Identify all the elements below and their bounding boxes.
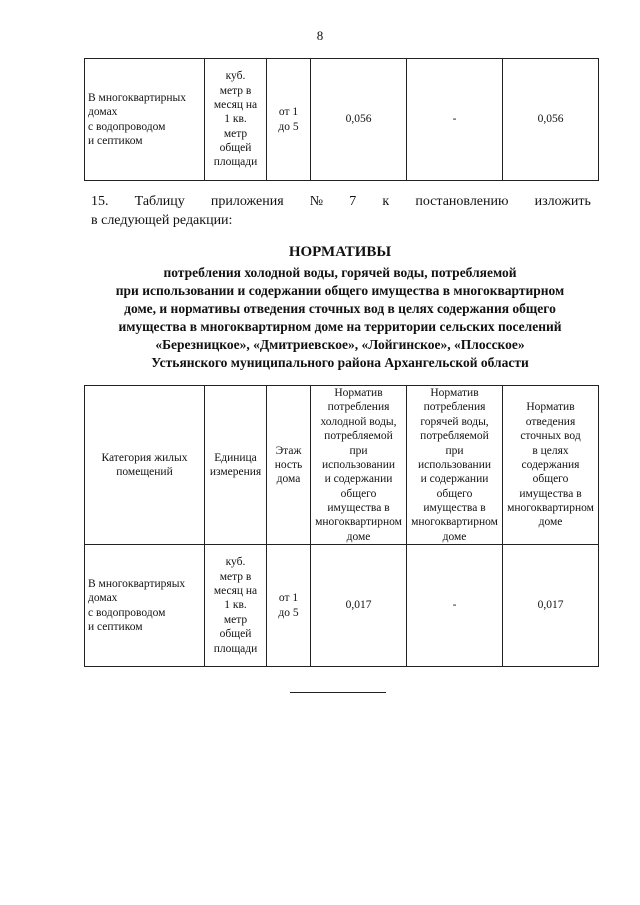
cell-line: потребления xyxy=(423,401,486,414)
cell-line: В многоквартирных xyxy=(88,91,187,104)
cell-line: потребления xyxy=(327,401,390,414)
cell-line: имущества в xyxy=(519,487,582,500)
cell-line: ность xyxy=(274,458,303,471)
floors-cell xyxy=(267,59,311,181)
cell-line: использовании xyxy=(321,458,396,471)
page-number: 8 xyxy=(316,28,324,43)
header-category xyxy=(85,386,205,545)
cell-line: дома xyxy=(276,473,301,486)
heading-line: Устьянского муниципального района Архангельской области xyxy=(151,354,529,370)
cell-line: общей xyxy=(219,628,252,641)
table-row xyxy=(85,545,599,667)
cell-line: доме xyxy=(538,516,563,529)
cell-line: 1 кв. xyxy=(224,113,247,126)
table-row xyxy=(85,59,599,181)
cell-line: куб. xyxy=(225,556,246,569)
norms-table xyxy=(84,385,599,667)
cold-water-value: 0,056 xyxy=(311,59,407,181)
cell-line: месяц на xyxy=(213,585,258,598)
paragraph-line-2: в следующей редакции: xyxy=(91,213,233,228)
cell-line: до 5 xyxy=(278,606,299,619)
cold-water-value: 0,017 xyxy=(311,545,407,667)
word: 15. xyxy=(91,194,109,209)
cell-line: и содержании xyxy=(324,473,393,486)
header-hot-water xyxy=(407,386,503,545)
wastewater-value: 0,017 xyxy=(503,545,599,667)
cell-line: метр xyxy=(223,613,248,626)
cell-line: доме xyxy=(346,530,371,543)
cell-line: помещений xyxy=(116,466,173,479)
cell-line: 1 кв. xyxy=(224,599,247,612)
heading-line: доме, и нормативы отведения сточных вод в целях содержания общего xyxy=(124,300,556,316)
cell-line: имущества в xyxy=(327,502,390,514)
cell-line: общего xyxy=(340,487,377,500)
cell-line: с водопроводом xyxy=(88,606,166,619)
cell-line: с водопроводом xyxy=(88,120,166,133)
paragraph-line-1 xyxy=(91,193,591,211)
heading-line: имущества в многоквартирном доме на территории сельских поселений xyxy=(118,318,562,334)
norms-table-previous xyxy=(84,58,599,181)
word: постановлению xyxy=(415,194,509,209)
word: приложения xyxy=(210,194,284,209)
cell-line: многоквартирном xyxy=(411,516,498,529)
cell-line: Единица xyxy=(214,451,257,464)
cell-line: измерения xyxy=(209,466,262,479)
wastewater-value: 0,056 xyxy=(503,59,599,181)
cell-line: площади xyxy=(213,156,258,169)
cell-line: Норматив xyxy=(334,387,383,399)
cell-line: холодной воды, xyxy=(320,415,397,428)
cell-line: домах xyxy=(88,106,118,119)
cell-line: отведения xyxy=(525,415,576,428)
cell-line: домах xyxy=(88,592,118,605)
cell-line: горячей воды, xyxy=(420,415,489,428)
word: изложить xyxy=(534,194,591,209)
cell-line: имущества в xyxy=(423,502,486,514)
cell-line: и септиком xyxy=(88,621,143,633)
cell-line: многоквартирном xyxy=(507,502,594,514)
cell-line: и содержании xyxy=(420,473,489,486)
word: 7 xyxy=(349,194,357,209)
cell-line: содержания xyxy=(521,458,580,471)
cell-line: В многоквартиряых xyxy=(88,577,186,590)
category-cell xyxy=(85,545,205,667)
cell-line: метр в xyxy=(219,84,252,97)
cell-line: Норматив xyxy=(430,387,479,399)
cell-line: сточных вод xyxy=(520,430,581,443)
cell-line: площади xyxy=(213,642,258,655)
header-cold-water xyxy=(311,386,407,545)
heading-line: потребления холодной воды, горячей воды, потребляемой xyxy=(163,264,517,280)
cell-line: от 1 xyxy=(278,592,299,605)
header-floors xyxy=(267,386,311,545)
table-header-row xyxy=(85,386,599,545)
cell-line: Норматив xyxy=(526,401,575,414)
cell-line: общей xyxy=(219,142,252,155)
cell-line: месяц на xyxy=(213,98,258,111)
cell-line: общего xyxy=(532,473,569,486)
cell-line: потребляемой xyxy=(324,430,393,443)
cell-line: от 1 xyxy=(278,106,299,119)
cell-line: метр в xyxy=(219,570,252,583)
cell-line: при xyxy=(349,444,368,457)
cell-line: многоквартирном xyxy=(315,516,402,529)
heading-line: «Березницкое», «Дмитриевское», «Лойгинское», «Плосское» xyxy=(155,336,525,352)
closing-rule xyxy=(290,692,386,693)
word: № xyxy=(309,194,324,209)
cell-line: до 5 xyxy=(278,120,299,133)
heading-line: при использовании и содержании общего имущества в многоквартирном xyxy=(115,282,565,298)
cell-line: в целях xyxy=(532,444,569,457)
hot-water-value: - xyxy=(407,545,503,667)
cell-line: потребляемой xyxy=(420,430,489,443)
header-wastewater xyxy=(503,386,599,545)
unit-cell xyxy=(205,545,267,667)
category-cell xyxy=(85,59,205,181)
heading-title: НОРМАТИВЫ xyxy=(288,244,392,260)
cell-line: куб. xyxy=(225,70,246,83)
cell-line: Категория жилых xyxy=(101,451,188,464)
norms-heading xyxy=(60,243,620,372)
header-unit xyxy=(205,386,267,545)
hot-water-value: - xyxy=(407,59,503,181)
floors-cell xyxy=(267,545,311,667)
word: к xyxy=(382,194,390,209)
cell-line: при xyxy=(445,444,464,457)
cell-line: использовании xyxy=(417,458,492,471)
cell-line: общего xyxy=(436,487,473,500)
word: Таблицу xyxy=(134,194,185,209)
cell-line: и септиком xyxy=(88,134,143,147)
unit-cell xyxy=(205,59,267,181)
cell-line: метр xyxy=(223,127,248,140)
cell-line: доме xyxy=(442,530,467,543)
cell-line: Этаж xyxy=(275,444,302,457)
